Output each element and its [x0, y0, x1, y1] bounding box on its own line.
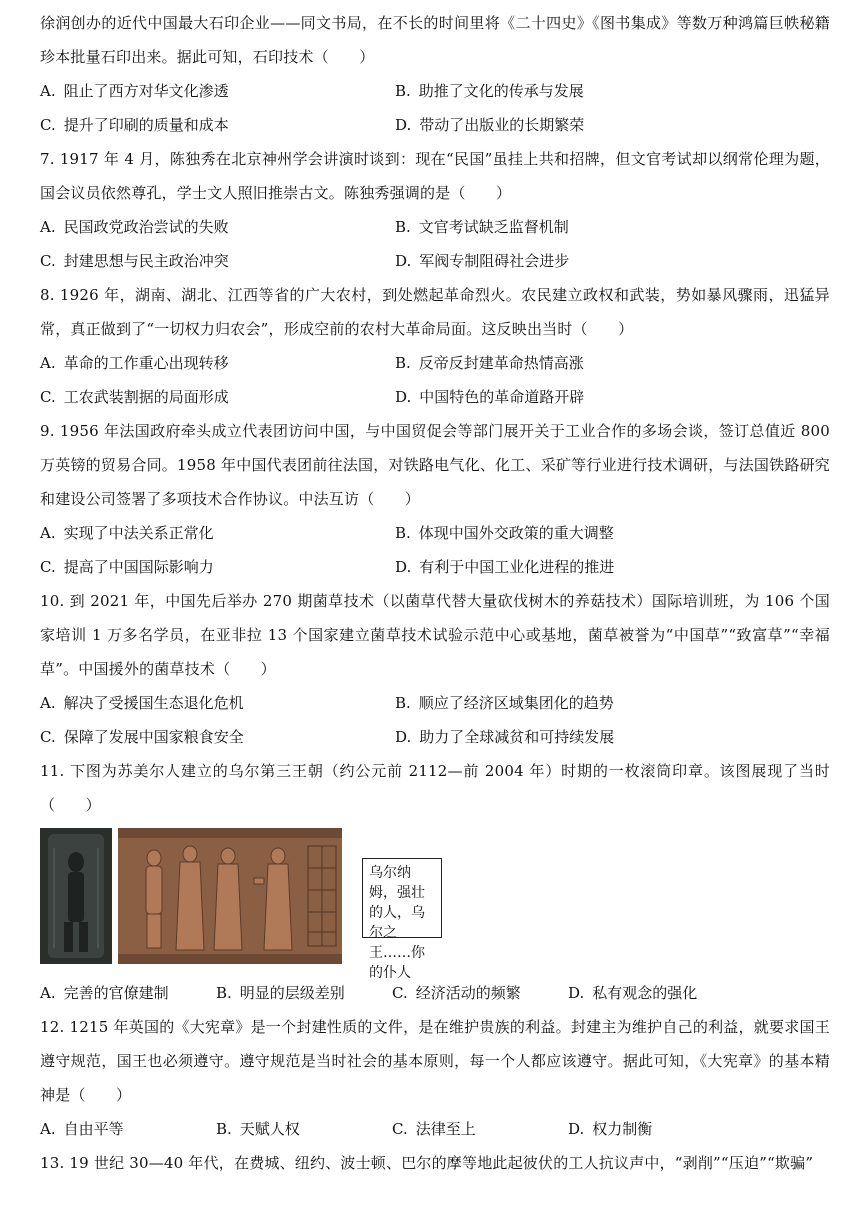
- question-11-options: [40, 976, 830, 1010]
- option-a[interactable]: A. 阻止了西方对华文化渗透: [40, 82, 229, 100]
- option-d[interactable]: D. 私有观念的强化: [568, 984, 698, 1002]
- option-b[interactable]: B. 反帝反封建革命热情高涨: [395, 354, 584, 372]
- cylinder-seal-figure: [40, 828, 830, 981]
- question-12-text: 12. 1215 年英国的《大宪章》是一个封建性质的文件，是在维护贵族的利益。封建主为维护自己的利益，就要求国王遵守规范，国王也必须遵守。遵守规范是当时社会的基本原则，每一个人都应该遵守。据此可知，《大宪章》的基本精神是（ ）: [40, 1018, 830, 1104]
- option-c[interactable]: C. 工农武装割据的局面形成: [40, 388, 229, 406]
- question-6-text: 徐润创办的近代中国最大石印企业——同文书局，在不长的时间里将《二十四史》《图书集成》等数万种鸿篇巨帙秘籍珍本批量石印出来。据此可知，石印技术（ ）: [40, 14, 830, 66]
- question-13-text: 13. 19 世纪 30—40 年代，在费城、纽约、波士顿、巴尔的摩等地此起彼伏的工人抗议声中，“剥削”“压迫”“欺骗”: [40, 1154, 814, 1172]
- question-7-options: [40, 210, 830, 278]
- option-c[interactable]: C. 保障了发展中国家粮食安全: [40, 728, 244, 746]
- question-7-text: 7. 1917 年 4 月，陈独秀在北京神州学会讲演时谈到：现在“民国”虽挂上共和招牌，但文官考试却以纲常伦理为题，国会议员依然尊孔，学士文人照旧推崇古文。陈独秀强调的是（ ）: [40, 150, 830, 202]
- seal-impression-photo: [118, 828, 342, 964]
- question-11-text: 11. 下图为苏美尔人建立的乌尔第三王朝（约公元前 2112—前 2004 年）时期的一枚滚筒印章。该图展现了当时（ ）: [40, 762, 830, 814]
- option-a[interactable]: A. 革命的工作重心出现转移: [40, 354, 229, 372]
- option-c[interactable]: C. 法律至上: [392, 1120, 476, 1138]
- option-b[interactable]: B. 明显的层级差别: [216, 984, 345, 1002]
- exam-page: [40, 6, 830, 1180]
- option-a[interactable]: A. 解决了受援国生态退化危机: [40, 694, 244, 712]
- question-9-options: [40, 516, 830, 584]
- option-c[interactable]: C. 封建思想与民主政治冲突: [40, 252, 229, 270]
- option-a[interactable]: A. 自由平等: [40, 1120, 124, 1138]
- option-d[interactable]: D. 权力制衡: [568, 1120, 653, 1138]
- option-d[interactable]: D. 带动了出版业的长期繁荣: [395, 116, 585, 134]
- inscription-callout: 乌尔纳姆，强壮的人，乌尔之王……你的仆人: [362, 858, 442, 938]
- option-b[interactable]: B. 天赋人权: [216, 1120, 300, 1138]
- question-8-options: [40, 346, 830, 414]
- option-d[interactable]: D. 有利于中国工业化进程的推进: [395, 558, 615, 576]
- question-6-options: [40, 74, 830, 142]
- option-d[interactable]: D. 军阀专制阻碍社会进步: [395, 252, 570, 270]
- option-a[interactable]: A. 完善的官僚建制: [40, 984, 169, 1002]
- question-10-text: 10. 到 2021 年，中国先后举办 270 期菌草技术（以菌草代替大量砍伐树木的养菇技术）国际培训班，为 106 个国家培训 1 万多名学员，在亚非拉 13 个国家建立菌草技术试验示范中心或基地，菌草被誉为“中国草”“致富草”“幸福草”。中国援外的菌草技术（ ）: [40, 592, 830, 678]
- option-b[interactable]: B. 文官考试缺乏监督机制: [395, 218, 569, 236]
- option-b[interactable]: B. 顺应了经济区域集团化的趋势: [395, 694, 614, 712]
- option-d[interactable]: D. 助力了全球减贫和可持续发展: [395, 728, 615, 746]
- option-c[interactable]: C. 提升了印刷的质量和成本: [40, 116, 229, 134]
- option-a[interactable]: A. 民国政党政治尝试的失败: [40, 218, 229, 236]
- option-b[interactable]: B. 助推了文化的传承与发展: [395, 82, 584, 100]
- question-9-text: 9. 1956 年法国政府牵头成立代表团访问中国，与中国贸促会等部门展开关于工业合作的多场会谈，签订总值近 800 万英镑的贸易合同。1958 年中国代表团前往法国，对铁路电气化、化工、采矿等行业进行技术调研，与法国铁路研究和建设公司签署了多项技术合作协议。中法互访（ ）: [40, 422, 830, 508]
- cylinder-seal-photo: [40, 828, 112, 964]
- question-8-text: 8. 1926 年，湖南、湖北、江西等省的广大农村，到处燃起革命烈火。农民建立政权和武装，势如暴风骤雨，迅猛异常，真正做到了“一切权力归农会”，形成空前的农村大革命局面。这反映出当时（ ）: [40, 286, 830, 338]
- question-12-options: [40, 1112, 830, 1146]
- option-a[interactable]: A. 实现了中法关系正常化: [40, 524, 214, 542]
- option-b[interactable]: B. 体现中国外交政策的重大调整: [395, 524, 614, 542]
- option-c[interactable]: C. 经济活动的频繁: [392, 984, 521, 1002]
- option-c[interactable]: C. 提高了中国国际影响力: [40, 558, 214, 576]
- option-d[interactable]: D. 中国特色的革命道路开辟: [395, 388, 585, 406]
- question-10-options: [40, 686, 830, 754]
